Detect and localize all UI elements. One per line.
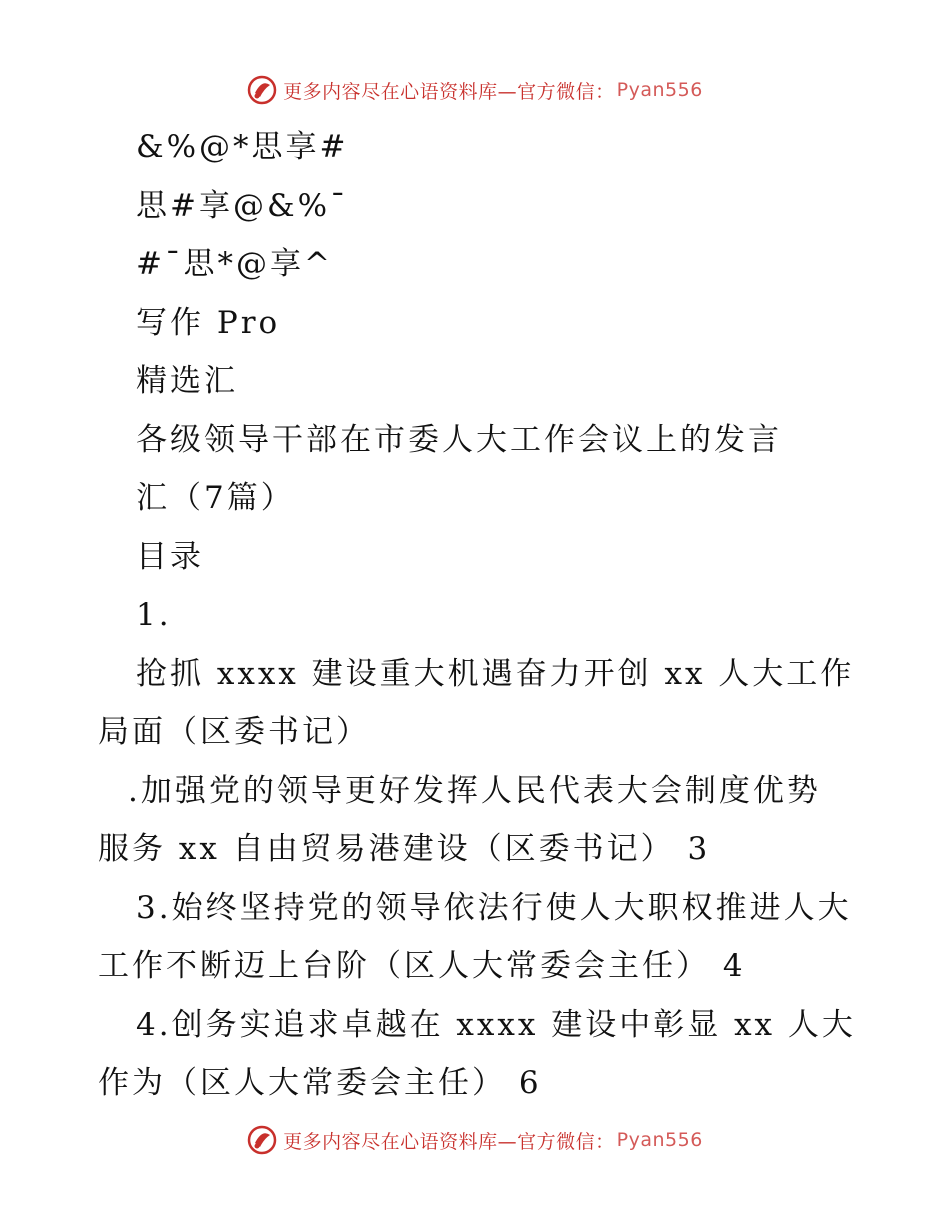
document-body: [0, 118, 950, 1113]
watermark-wechat-id: Pyan556: [616, 79, 703, 101]
watermark-footer: [0, 1120, 950, 1160]
watermark-header: [0, 70, 950, 110]
logo-icon: [247, 75, 277, 105]
garbled-line-1: &%@*思享#: [136, 129, 349, 165]
toc-item-2-cont: 服务 xx 自由贸易港建设（区委书记） 3: [98, 831, 711, 867]
garbled-line-2: 思#享@&%¯: [136, 187, 349, 224]
toc-item-1: 抢抓 xxxx 建设重大机遇奋力开创 xx 人大工作: [136, 655, 855, 692]
logo-icon: [247, 1125, 277, 1155]
toc-item-3-cont: 工作不断迈上台阶（区人大常委会主任） 4: [98, 948, 746, 984]
document-title-cont: 汇（7篇）: [136, 480, 295, 516]
garbled-line-3: #¯思*@享^: [136, 246, 333, 282]
watermark-text: 更多内容尽在心语资料库—官方微信：: [283, 80, 615, 103]
document-title: 各级领导干部在市委人大工作会议上的发言: [136, 421, 782, 458]
toc-item-2: .加强党的领导更好发挥人民代表大会制度优势: [128, 772, 821, 809]
toc-item-1-cont: 局面（区委书记）: [98, 714, 370, 750]
brand-line: 写作 Pro: [136, 304, 281, 341]
collection-line: 精选汇: [136, 363, 238, 399]
toc-item-4-cont: 作为（区人大常委会主任） 6: [98, 1065, 542, 1101]
watermark-wechat-id: Pyan556: [616, 1129, 703, 1151]
watermark-text: 更多内容尽在心语资料库—官方微信：: [283, 1130, 615, 1153]
toc-heading: 目录: [136, 538, 204, 575]
toc-item-3: 3.始终坚持党的领导依法行使人大职权推进人大: [136, 889, 852, 926]
toc-item-4: 4.创务实追求卓越在 xxxx 建设中彰显 xx 人大: [136, 1006, 856, 1043]
toc-number-1: 1.: [136, 597, 172, 633]
